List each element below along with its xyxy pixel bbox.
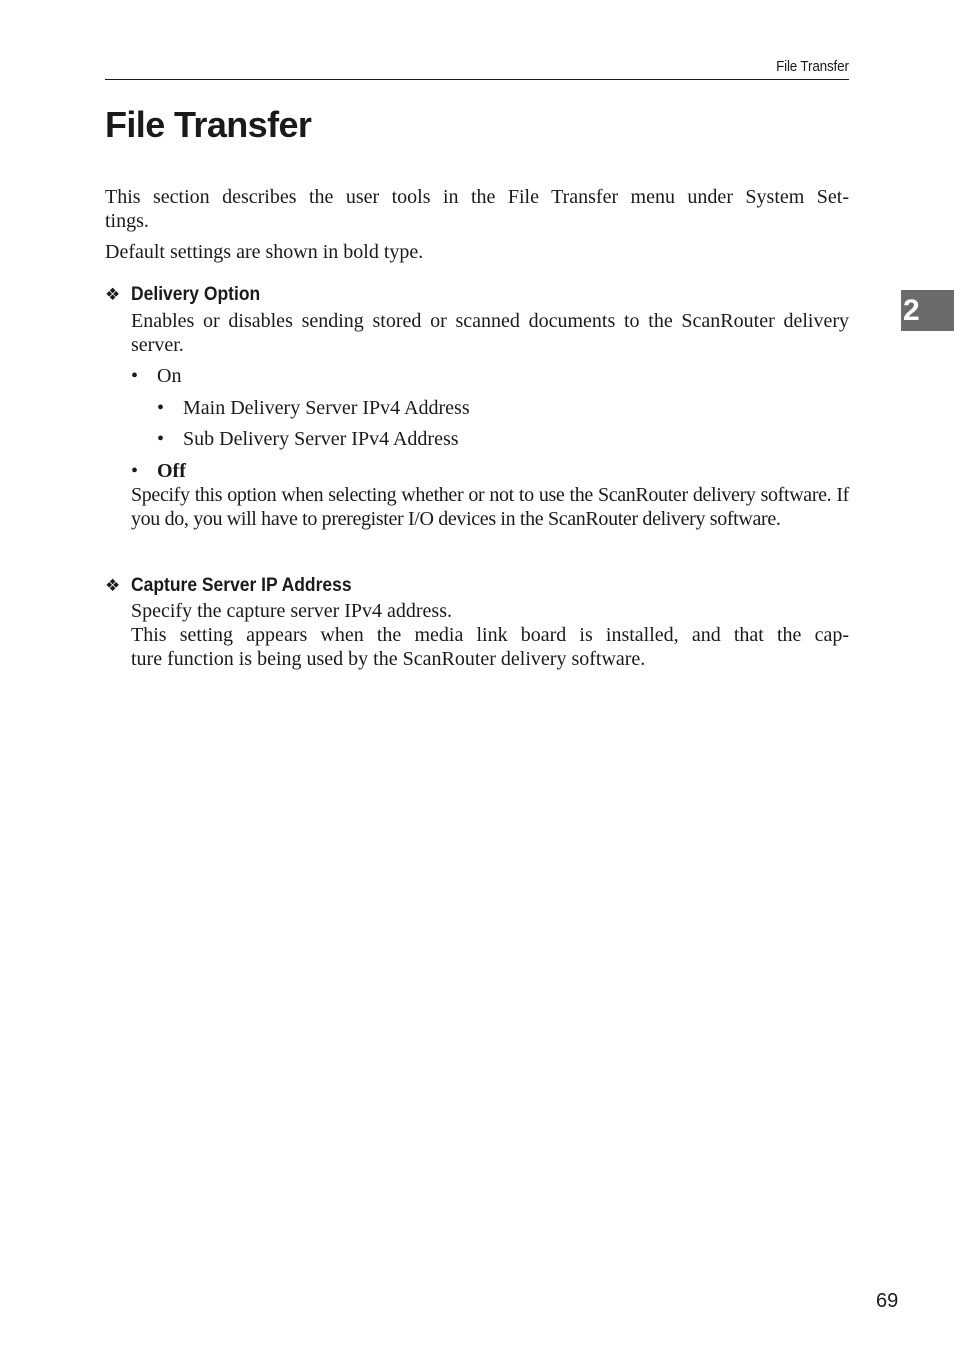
option-item — [131, 459, 186, 483]
intro-line-1: This section describes the user tools in the File Transfer menu under System Set- — [105, 186, 849, 208]
capture-server-description: Specify the capture server IPv4 address. — [131, 600, 452, 622]
bullet-dot-icon: • — [157, 397, 165, 419]
sub-option-label: Main Delivery Server IPv4 Address — [183, 397, 470, 419]
sub-option-item — [157, 396, 470, 420]
option-label: On — [157, 365, 182, 387]
bullet-dot-icon: • — [157, 428, 165, 450]
section-heading-label: Capture Server IP Address — [131, 575, 352, 596]
delivery-option-note: Specify this option when selecting whether or not to use the ScanRouter delivery software. If you do, you will have to preregister I/O devices in the ScanRouter delivery software. — [131, 484, 849, 530]
section-heading-delivery-option — [105, 283, 271, 307]
option-item — [131, 364, 181, 388]
page-title: File Transfer — [105, 104, 312, 145]
diamond-bullet-icon: ❖ — [105, 576, 121, 595]
section-heading-capture-server — [105, 574, 371, 598]
bullet-dot-icon: • — [131, 365, 139, 387]
intro-line-2: tings. — [105, 210, 149, 232]
header-rule — [105, 79, 849, 80]
delivery-option-description: Enables or disables sending stored or scanned documents to the ScanRouter delivery server. — [131, 310, 849, 356]
page-number: 69 — [876, 1290, 899, 1312]
sub-option-item — [157, 427, 459, 451]
option-label-default: Off — [157, 460, 186, 482]
running-header: File Transfer — [776, 58, 849, 75]
capture-server-note-line-2: ture function is being used by the ScanRouter delivery software. — [131, 648, 646, 670]
diamond-bullet-icon: ❖ — [105, 285, 121, 304]
bullet-dot-icon: • — [131, 460, 139, 482]
capture-server-note-line-1: This setting appears when the media link board is installed, and that the cap- — [131, 624, 849, 646]
defaults-note: Default settings are shown in bold type. — [105, 241, 424, 263]
section-heading-label: Delivery Option — [131, 284, 261, 305]
chapter-tab[interactable]: 2 — [901, 290, 954, 331]
sub-option-label: Sub Delivery Server IPv4 Address — [183, 428, 459, 450]
